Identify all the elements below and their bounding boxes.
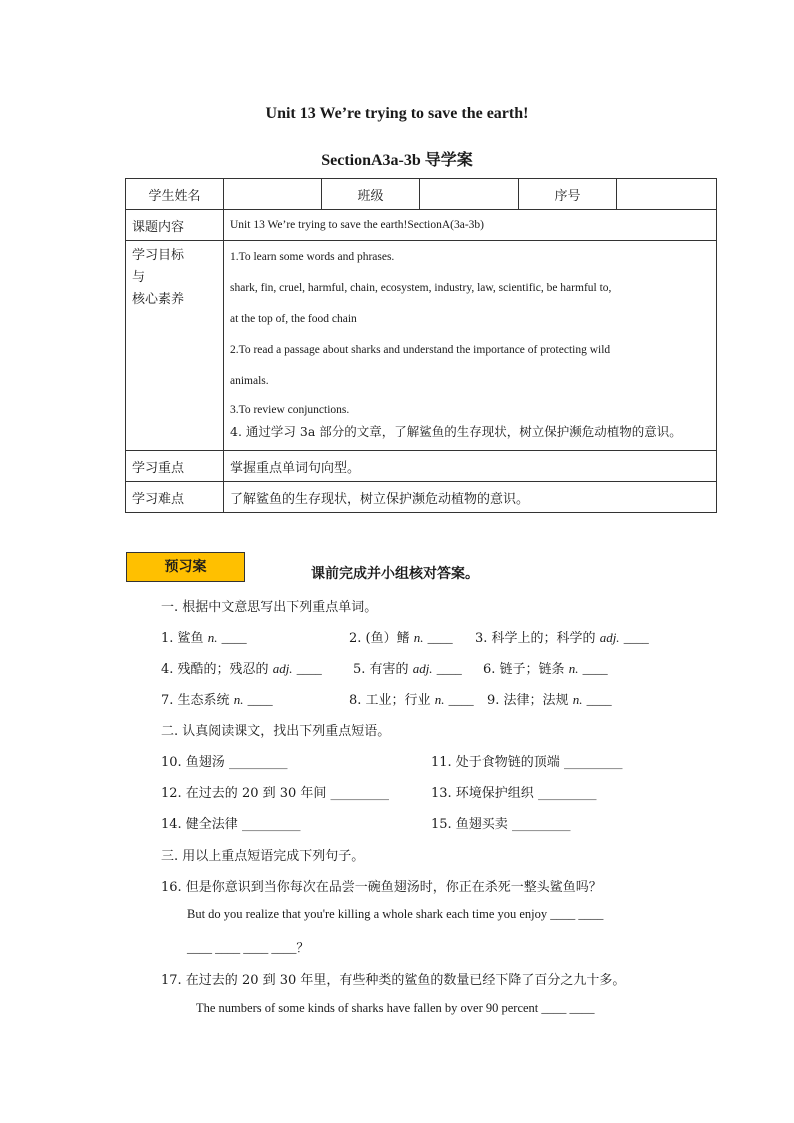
word-item [161,658,322,677]
key-points-value: 掌握重点单词句向型。 [224,451,717,482]
goals-label-line: 学习目标 [132,248,185,263]
table-row [126,482,717,513]
section-heading: 二. 认真阅读课文，找出下列重点短语。 [161,724,391,739]
word-blank[interactable]: ____ [221,631,247,645]
student-name-field[interactable] [224,179,322,210]
preview-badge: 预习案 [126,552,245,582]
word-pos: n. [207,630,218,645]
phrase-item[interactable]: 13. 环境保护组织 _________ [431,786,597,801]
info-table [125,178,717,513]
word-cn: 1. 鲨鱼 [161,631,204,646]
question-en[interactable]: ____ ____ ____ ____？ [187,941,309,955]
phrase-item[interactable]: 15. 鱼翅买卖 _________ [431,817,571,832]
question-en[interactable]: But do you realize that you're killing a whole shark each time you enjoy ____ ____ [187,907,604,921]
phrase-item[interactable]: 10. 鱼翅汤 _________ [161,755,288,770]
goals-label-line: 与 [132,270,146,285]
word-item [487,689,612,708]
goal-line: animals. [230,375,269,387]
word-cn: 7. 生态系统 [161,693,230,708]
word-blank[interactable]: ____ [296,662,322,676]
preview-note: 课前完成并小组核对答案。 [311,566,479,582]
phrase-item[interactable]: 14. 健全法律 _________ [161,817,301,832]
word-blank[interactable]: ____ [427,631,453,645]
word-blank[interactable]: ____ [623,631,649,645]
word-cn: 6. 链子；链条 [483,662,565,677]
word-item [483,658,608,677]
goals-label [126,241,224,451]
word-pos: n. [568,661,579,676]
word-pos: n. [434,692,445,707]
word-cn: 9. 法律；法规 [487,693,569,708]
word-cn: 5. 有害的 [353,662,409,677]
word-item [349,627,453,646]
table-row [126,210,717,241]
word-pos: adj. [412,661,433,676]
document-subtitle: SectionA3a-3b 导学案 [321,152,473,169]
word-item [161,627,247,646]
word-blank[interactable]: ____ [586,693,612,707]
word-blank[interactable]: ____ [448,693,474,707]
class-label: 班级 [322,179,420,210]
seq-number-label: 序号 [519,179,617,210]
word-item [475,627,649,646]
phrase-item[interactable]: 12. 在过去的 20 到 30 年间 _________ [161,786,390,801]
key-points-label: 学习重点 [126,451,224,482]
class-field[interactable] [420,179,519,210]
word-cn: 3. 科学上的；科学的 [475,631,596,646]
goal-line: 1.To learn some words and phrases. [230,251,395,263]
goals-content [224,241,717,451]
goals-label-line: 核心素养 [132,292,185,307]
goal-line: shark, fin, cruel, harmful, chain, ecosystem, industry, law, scientific, be harmful to, [230,282,612,294]
section-heading: 一. 根据中文意思写出下列重点单词。 [161,600,378,615]
table-row [126,451,717,482]
difficulties-label: 学习难点 [126,482,224,513]
word-blank[interactable]: ____ [582,662,608,676]
word-item [161,689,273,708]
topic-label: 课题内容 [126,210,224,241]
student-name-label: 学生姓名 [126,179,224,210]
word-cn: 2. (鱼）鳍 [349,631,410,646]
word-pos: n. [572,692,583,707]
word-pos: n. [413,630,424,645]
word-pos: adj. [599,630,620,645]
table-row [126,241,717,451]
goal-line: 3.To review conjunctions. [230,404,350,416]
table-row [126,179,717,210]
topic-value: Unit 13 We’re trying to save the earth!SectionA(3a-3b) [224,210,717,241]
section-heading: 三. 用以上重点短语完成下列句子。 [161,849,365,864]
word-cn: 4. 残酷的；残忍的 [161,662,269,677]
word-pos: adj. [272,661,293,676]
word-cn: 8. 工业；行业 [349,693,431,708]
goal-line: 4. 通过学习 3a 部分的文章，了解鲨鱼的生存现状，树立保护濒危动植物的意识。 [230,424,682,439]
goal-line: 2.To read a passage about sharks and understand the importance of protecting wild [230,344,611,356]
word-blank[interactable]: ____ [436,662,462,676]
word-blank[interactable]: ____ [247,693,273,707]
question-cn: 16. 但是你意识到当你每次在品尝一碗鱼翅汤时，你正在杀死一整头鲨鱼吗？ [161,880,602,895]
question-cn: 17. 在过去的 20 到 30 年里，有些种类的鲨鱼的数量已经下降了百分之九十多。 [161,973,626,988]
word-pos: n. [233,692,244,707]
word-item [349,689,474,708]
document-title: Unit 13 We’re trying to save the earth! [265,105,529,122]
question-en[interactable]: The numbers of some kinds of sharks have fallen by over 90 percent ____ ____ [196,1001,595,1015]
word-item [353,658,462,677]
difficulties-value: 了解鲨鱼的生存现状，树立保护濒危动植物的意识。 [224,482,717,513]
seq-number-field[interactable] [617,179,717,210]
phrase-item[interactable]: 11. 处于食物链的顶端 _________ [431,755,623,770]
goal-line: at the top of, the food chain [230,313,357,325]
